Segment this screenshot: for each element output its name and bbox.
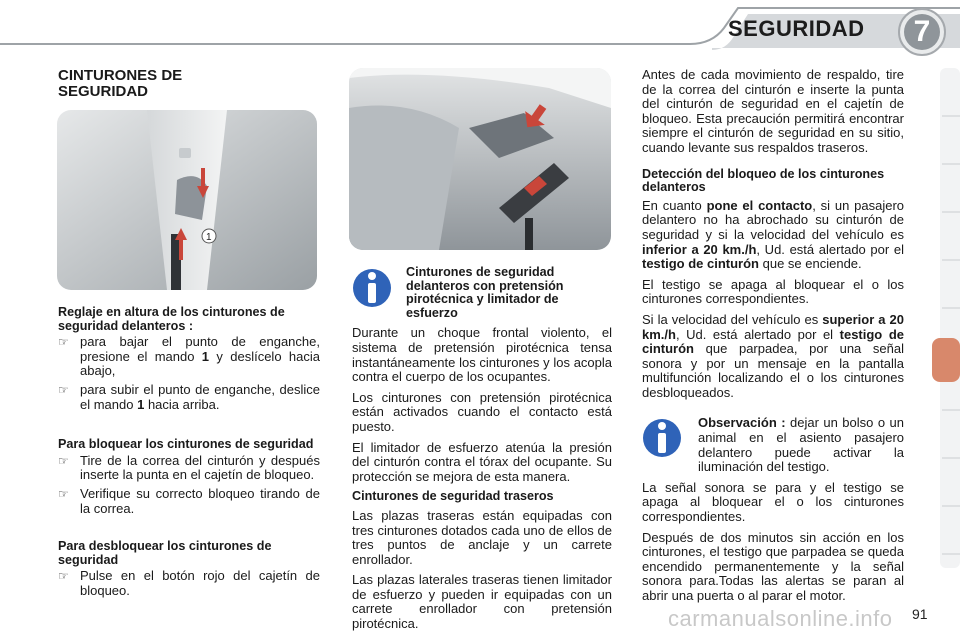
list-item: ☞ Pulse en el botón rojo del cajetín de bloqueo.: [58, 568, 320, 598]
pretensioner-heading: Cinturones de seguridad delanteros con pretensión pirotécnica y limitador de esfuerzo: [406, 265, 564, 320]
page-title: SEGURIDAD: [728, 16, 865, 41]
hand-icon: ☞: [58, 335, 69, 350]
detection-paragraph-2: El testigo se apaga al bloquear el o los cinturones correspondientes.: [642, 276, 904, 307]
left-column: [58, 306, 320, 603]
control-1-label: 1: [206, 232, 212, 243]
active-chapter-tab: [932, 338, 960, 382]
hand-icon: ☞: [58, 453, 69, 468]
observation-info: [642, 416, 904, 480]
unlock-heading: Para desbloquear los cinturones de seguridad: [58, 539, 272, 567]
list-item: ☞ Tire de la correa del cinturón y después inserte la punta en el cajetín de bloqueo.: [58, 452, 320, 483]
list-item: ☞ para bajar el punto de enganche, presione el mando 1 y deslícelo hacia abajo,: [58, 334, 320, 379]
observation-text: Observación : dejar un bolso o un animal en el asiento pasajero delantero puede activar la iluminación del testigo.: [698, 415, 904, 475]
middle-column: [352, 266, 612, 638]
section-title-block: [58, 68, 248, 100]
pretensioner-paragraph-1: Durante un choque frontal violento, el sistema de pretensión pirotécnica tensa instantáneamente los cinturones y los acopla contra el cuerpo de los ocupantes.: [352, 325, 612, 385]
right-column: [642, 68, 904, 610]
hand-icon: ☞: [58, 569, 69, 584]
signal-stop-paragraph: La señal sonora se para y el testigo se apaga al bloquear el o los cinturones correspondientes.: [642, 479, 904, 525]
rear-belts-paragraph-2: Las plazas laterales traseras tienen limitador de esfuerzo y pueden ir equipadas con un carrete enrollador con pretensión pirotécnica.: [352, 572, 612, 632]
pretensioner-info: [352, 266, 612, 320]
list-item: ☞ Verifique su correcto bloqueo tirando de la correa.: [58, 485, 320, 516]
seatbelt-buckle-photo: [349, 68, 611, 250]
info-icon: [642, 416, 682, 460]
pretensioner-paragraph-2: Los cinturones con pretensión pirotécnica están activados cuando el contacto está puesto.: [352, 389, 612, 434]
before-moving-paragraph: Antes de cada movimiento de respaldo, tire de la correa del cinturón e inserte la punta del cinturón de seguridad en el cajetín de bloqueo. Esta precaución permitirá encontrar siempre el cinturón de seguridad en su sitio, cuando levante sus respaldos traseros.: [642, 67, 904, 155]
detection-paragraph-1: En cuanto pone el contacto, si un pasajero delantero no ha abrochado su cinturón de seguridad y si la velocidad del vehículo es inferior a 20 km./h, Ud. está alertado por el testigo de cinturón que se enciende.: [642, 197, 905, 272]
lock-heading: Para bloquear los cinturones de seguridad: [58, 437, 314, 452]
detection-paragraph-3: Si la velocidad del vehículo es superior a 20 km./h, Ud. está alertado por el testigo de cinturón que parpadea, por una señal sonora y por un mensaje en la pantalla multifunción localizando el o los cinturones desbloqueados.: [642, 311, 904, 400]
section-title: CINTURONES DE SEGURIDAD: [58, 67, 183, 100]
hand-icon: ☞: [58, 486, 69, 501]
list-item: ☞ para subir el punto de enganche, deslice el mando 1 hacia arriba.: [58, 381, 320, 412]
rear-belts-heading: Cinturones de seguridad traseros: [352, 489, 554, 504]
seatbelt-height-photo: [57, 110, 317, 290]
hand-icon: ☞: [58, 382, 69, 397]
watermark: carmanualsonline.info: [668, 606, 893, 631]
limiter-paragraph: El limitador de esfuerzo atenúa la presión del cinturón contra el tórax del ocupante. Su protección se mejora de esta manera.: [352, 439, 612, 484]
info-icon: [352, 266, 392, 310]
two-minutes-paragraph: Después de dos minutos sin acción en los cinturones, el testigo que parpadea se queda encendido permanentemente y la señal sonora para.Todas las alertas se paran al abrir una puerta o al parar el motor.: [642, 529, 904, 603]
rear-belts-paragraph-1: Las plazas traseras están equipadas con tres cinturones dotados cada uno de ellos de tres puntos de anclaje y un carrete enrollador.: [352, 507, 612, 567]
height-adjust-heading: Reglaje en altura de los cinturones de seguridad delanteros :: [58, 305, 285, 333]
chapter-number: 7: [913, 15, 931, 48]
chapter-tabs: [932, 60, 960, 580]
page-number: 91: [912, 606, 928, 622]
detection-heading: Detección del bloqueo de los cinturones delanteros: [642, 166, 885, 195]
